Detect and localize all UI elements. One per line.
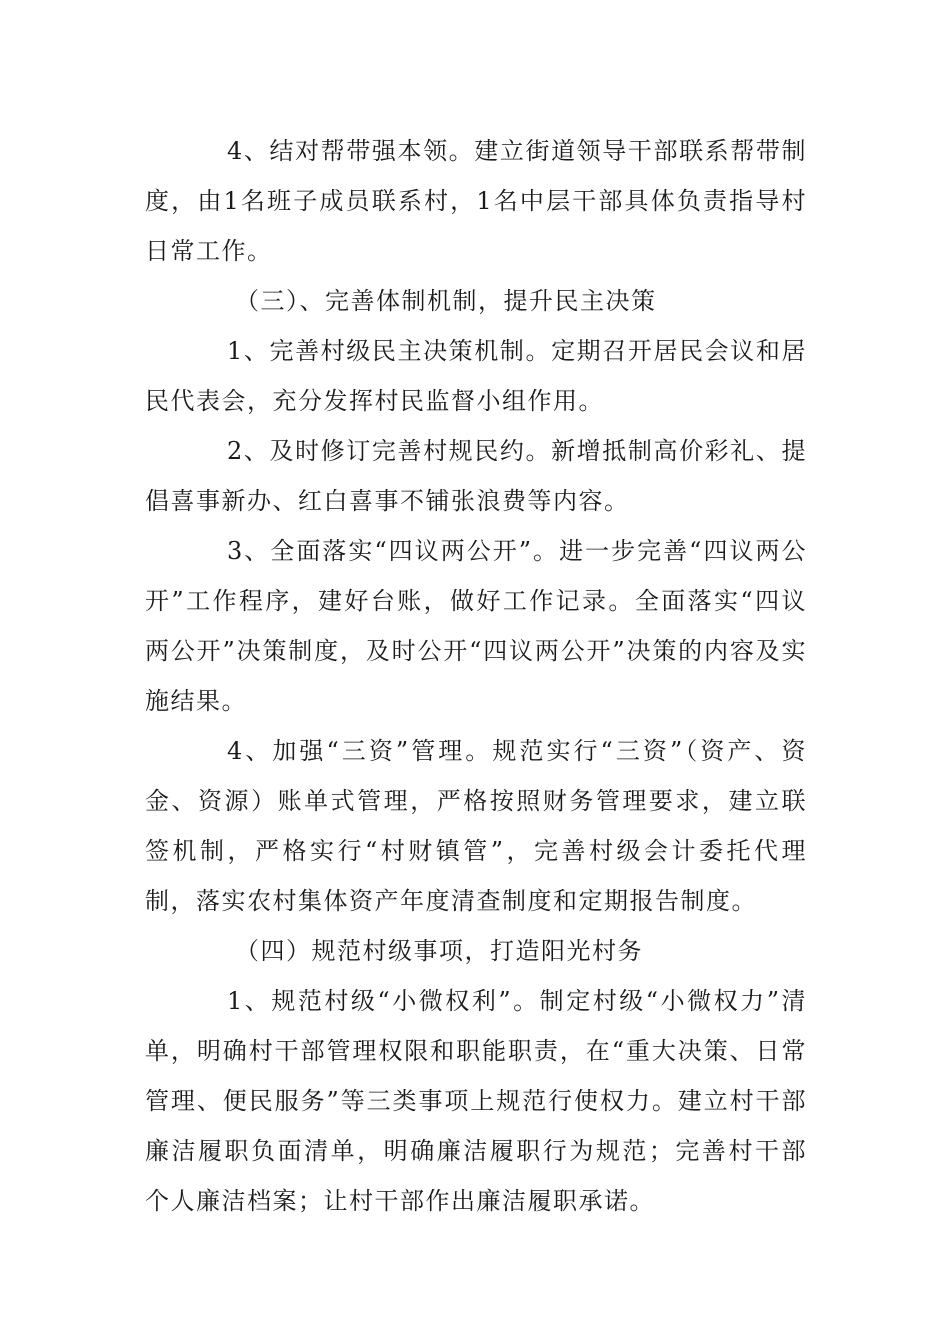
document-body xyxy=(145,126,807,1226)
paragraph-three-assets: 4、加强“三资”管理。规范实行“三资”（资产、资金、资源）账单式管理，严格按照财务管理要求，建立联签机制，严格实行“村财镇管”，完善村级会计委托代理制，落实农村集体资产年度清查制度和定期报告制度。 xyxy=(145,737,807,915)
paragraph-pairing-support: 4、结对帮带强本领。建立街道领导干部联系帮带制度，由1名班子成员联系村，1名中层干部具体负责指导村日常工作。 xyxy=(145,137,807,265)
paragraph-four-discussions: 3、全面落实“四议两公开”。进一步完善“四议两公开”工作程序，建好台账，做好工作记录。全面落实“四议两公开”决策制度，及时公开“四议两公开”决策的内容及实施结果。 xyxy=(145,537,807,715)
section-heading-3: （三）、完善体制机制，提升民主决策 xyxy=(235,287,657,315)
paragraph-village-rules: 2、及时修订完善村规民约。新增抵制高价彩礼、提倡喜事新办、红白喜事不铺张浪费等内容。 xyxy=(145,437,807,515)
paragraph-democratic-decision: 1、完善村级民主决策机制。定期召开居民会议和居民代表会，充分发挥村民监督小组作用。 xyxy=(145,337,807,415)
paragraph-micro-power: 1、规范村级“小微权利”。制定村级“小微权力”清单，明确村干部管理权限和职能职责，在“重大决策、日常管理、便民服务”等三类事项上规范行使权力。建立村干部廉洁履职负面清单，明确廉洁履职行为规范；完善村干部个人廉洁档案；让村干部作出廉洁履职承诺。 xyxy=(145,987,807,1215)
section-heading-4: （四）规范村级事项，打造阳光村务 xyxy=(235,937,643,965)
